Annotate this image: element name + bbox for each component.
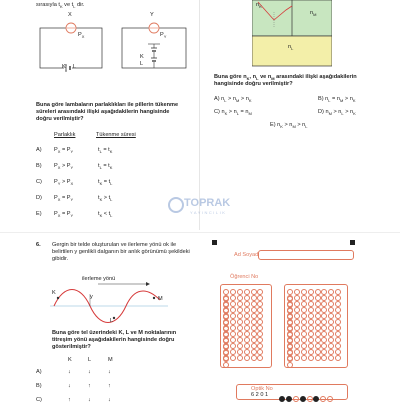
subscript: X <box>57 149 61 155</box>
option-letter: B) <box>36 383 42 389</box>
question-text: Buna göre lambaların parlaklıkları ile pillerin tükenme süreleri arasındaki ilişki aşağıdakilerin hangisinde doğru verilmiştir? <box>36 102 179 122</box>
subscript: L <box>341 111 344 117</box>
wave-m-label: M <box>158 296 163 302</box>
bubble-row <box>223 354 269 360</box>
py-label: $P_Y$ <box>160 32 167 40</box>
direction-m: ↓ <box>108 397 111 403</box>
subscript: M <box>248 111 252 117</box>
subscript: L <box>224 98 227 104</box>
subscript: M <box>292 124 296 130</box>
direction-k: ↓ <box>68 369 71 375</box>
option-letter: B) <box>36 163 42 169</box>
nl-label: $n_L$ <box>288 44 294 52</box>
student-no-grid[interactable] <box>220 284 272 368</box>
subscript: K <box>353 111 356 117</box>
subscript: Y <box>57 181 61 187</box>
subscript: X <box>57 213 61 219</box>
duration-relation: $t_K < t_L$ <box>98 211 113 219</box>
subscript: L <box>110 181 113 187</box>
subscript: L <box>328 98 331 104</box>
bubble[interactable] <box>287 362 293 368</box>
subscript: M <box>340 98 344 104</box>
l-label: L <box>73 64 77 70</box>
bubble[interactable] <box>223 362 229 368</box>
brightness-relation: $P_X = P_Y$ <box>54 211 74 219</box>
bubble[interactable] <box>287 355 293 361</box>
bubble[interactable] <box>237 355 243 361</box>
subscript: K <box>99 213 103 219</box>
brightness-relation: $P_Y > P_X$ <box>54 179 74 187</box>
wave-l-label: L <box>110 318 114 324</box>
option-row[interactable]: B) $n_L = n_M > n_K$ <box>318 96 356 104</box>
lamp-x-label: X <box>68 12 72 18</box>
direction-l: ↓ <box>88 397 91 403</box>
subscript: L <box>99 165 102 171</box>
nm-label: $n_M$ <box>310 10 317 18</box>
subscript: K <box>224 111 228 117</box>
subscript: L <box>99 149 102 155</box>
booklet-box: Optik No 6 2 0 1 <box>236 384 348 400</box>
subscript: Y <box>70 165 74 171</box>
student-no-label: Öğrenci No <box>230 274 259 280</box>
option-letter: E) <box>36 211 42 217</box>
direction-m: ↓ <box>108 369 111 375</box>
bubble[interactable] <box>223 355 229 361</box>
bubble[interactable] <box>321 355 327 361</box>
name-label: Ad Soyad <box>234 252 259 258</box>
duration-relation: $t_K = t_L$ <box>98 179 113 187</box>
option-row[interactable]: D) $n_M > n_L > n_K$ <box>318 109 356 117</box>
duration-relation: $t_K > t_L$ <box>98 195 113 203</box>
answer-grid[interactable] <box>284 284 348 368</box>
subscript: Y <box>70 197 74 203</box>
subscript: L <box>305 124 308 130</box>
question-number: 6. <box>36 242 41 248</box>
subscript: X <box>57 197 61 203</box>
wave-intro: Gergin bir telde oluşturulan ve ilerleme yönü ok ile belirtilen y genlikli dalganın bir anlık görünümü şekildeki gibidir. <box>52 242 190 262</box>
option-letter: D) <box>36 195 42 201</box>
direction-l: ↓ <box>88 369 91 375</box>
option-letter: A) <box>36 147 42 153</box>
bubble[interactable] <box>315 355 321 361</box>
subscript: K <box>352 98 356 104</box>
name-field[interactable] <box>258 250 354 260</box>
bubble[interactable] <box>257 355 263 361</box>
direction-label: ilerleme yönü <box>82 276 116 282</box>
bubble[interactable] <box>335 355 341 361</box>
direction-m: ↑ <box>108 383 111 389</box>
k-label-right: K <box>140 54 144 60</box>
subscript: X <box>70 181 74 187</box>
k-label: K <box>62 64 66 70</box>
wave-question: Buna göre tel üzerindeki K, L ve M noktalarının titreşim yönü aşağıdakilerin hangisinde doğru gösterilmiştir? <box>52 330 177 350</box>
subscript: K <box>109 165 113 171</box>
l-label-right: L <box>140 61 144 67</box>
duration-relation: $t_L = t_K$ <box>98 163 113 171</box>
subscript: Y <box>70 213 74 219</box>
question-text-right: Buna göre $n_K$, $n_L$ ve $n_M$ arasındaki ilişki aşağıdakilerin hangisinde doğru verilmiştir? <box>214 74 357 88</box>
intro-text: sırasıyla $t_K$ ve $t_L$ dir. <box>36 2 85 10</box>
subscript: K <box>99 197 103 203</box>
bubble[interactable] <box>308 355 314 361</box>
subscript: L <box>110 213 113 219</box>
brightness-relation: $P_X > P_Y$ <box>54 163 74 171</box>
corner-mark <box>350 240 355 245</box>
option-row[interactable]: C) $n_K > n_L = n_M$ <box>214 109 252 117</box>
direction-k: ↓ <box>68 383 71 389</box>
wave-k-label: K <box>52 290 56 296</box>
bubble[interactable] <box>230 355 236 361</box>
direction-k: ↑ <box>68 397 71 403</box>
bubble[interactable] <box>294 355 300 361</box>
duration-relation: $t_L = t_K$ <box>98 147 113 155</box>
wave-y-label: y <box>90 294 93 300</box>
subscript: K <box>280 124 283 130</box>
option-letter: A) <box>36 369 42 375</box>
section-divider <box>0 232 400 233</box>
bubble[interactable] <box>328 355 334 361</box>
option-letter: C) <box>36 397 42 403</box>
publisher-watermark: TOPRAK YAYINCILIK <box>168 195 238 221</box>
subscript: L <box>236 111 239 117</box>
bubble[interactable] <box>301 355 307 361</box>
px-label: $P_X$ <box>78 32 85 40</box>
nk-label: $n_K$ <box>256 2 262 10</box>
logo-icon <box>168 197 184 213</box>
subscript: Y <box>70 149 74 155</box>
booklet-bubbles <box>279 389 333 407</box>
bubble[interactable] <box>251 355 257 361</box>
brightness-relation: $P_X = P_Y$ <box>54 195 74 203</box>
subscript: X <box>57 165 61 171</box>
subscript: K <box>248 98 252 104</box>
subscript: M <box>328 111 332 117</box>
subscript: K <box>109 149 113 155</box>
bubble-row <box>287 354 345 360</box>
corner-mark <box>212 240 217 245</box>
subscript: K <box>99 181 103 187</box>
option-row[interactable]: E) $n_K > n_M > n_L$ <box>270 122 308 130</box>
lamp-y-label: Y <box>150 12 154 18</box>
bubble[interactable] <box>244 355 250 361</box>
option-row[interactable]: A) $n_L > n_M > n_K$ <box>214 96 252 104</box>
direction-l: ↑ <box>88 383 91 389</box>
subscript: L <box>110 197 113 203</box>
brightness-relation: $P_X = P_Y$ <box>54 147 74 155</box>
refraction-diagram <box>252 0 332 70</box>
subscript: M <box>236 98 240 104</box>
option-letter: C) <box>36 179 42 185</box>
circuit-diagram <box>36 14 196 76</box>
